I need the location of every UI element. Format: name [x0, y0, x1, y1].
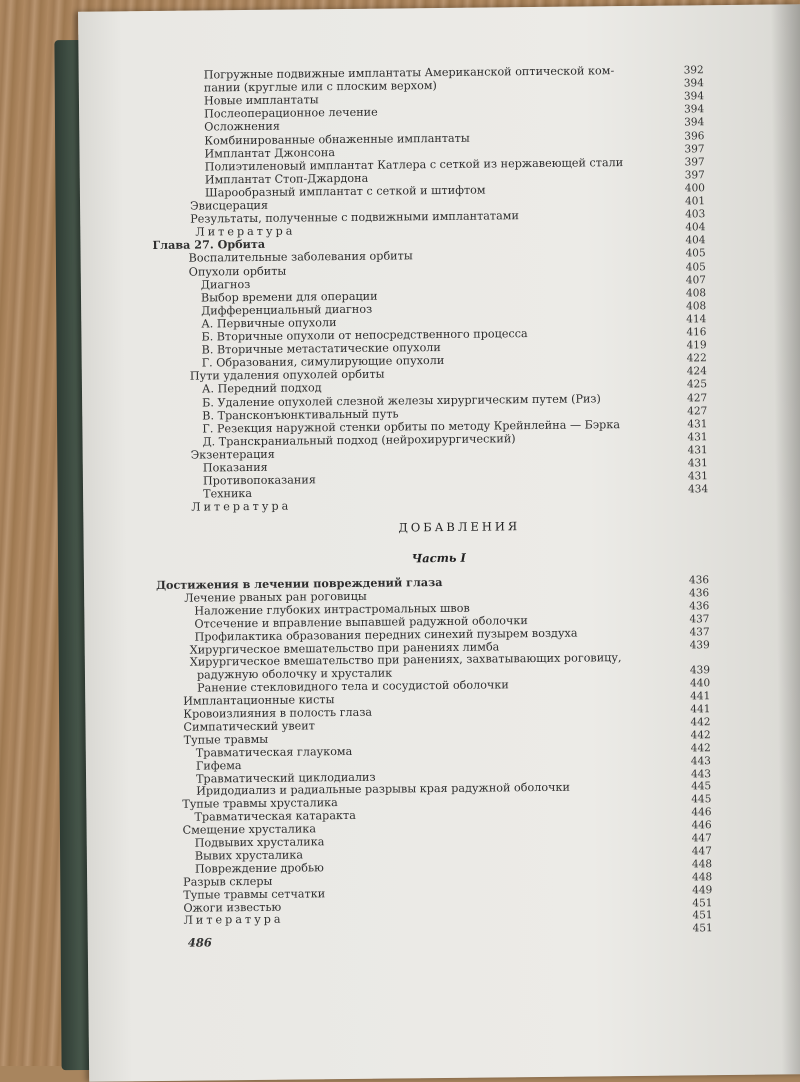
- toc-entry-title: Г. Образования, симулирующие опухоли: [201, 354, 445, 370]
- toc-entry-page: 442: [690, 741, 711, 755]
- toc-entry-page: 447: [691, 845, 712, 858]
- toc-entry-page: 405: [685, 260, 706, 273]
- toc-entry-page: 437: [689, 612, 710, 626]
- toc-entry-title: Имплантационные кисты: [183, 693, 335, 708]
- toc-entry-page: 414: [686, 313, 707, 326]
- toc-entry-page: 422: [686, 352, 707, 365]
- toc-entry-page: 448: [691, 857, 713, 871]
- toc-entry-page: 431: [687, 457, 708, 470]
- toc-entry-title: Ранение стекловидного тела и сосудистой оболочки: [197, 678, 509, 695]
- toc-entry-title: Наложение глубоких интрастромальных швов: [194, 601, 470, 618]
- toc-entry: [183, 900, 281, 914]
- toc-entry-page: 442: [690, 728, 711, 742]
- toc-entry-title: В. Вторичные метастатические опухоли: [201, 341, 441, 357]
- toc-entry-page: 434: [687, 483, 709, 496]
- toc-entry-page: 436: [689, 587, 710, 600]
- toc-entry-title: Тупые травмы: [183, 732, 269, 747]
- toc-entry-title: Травматическая катаракта: [194, 809, 356, 824]
- toc-entry-page: 441: [690, 703, 711, 716]
- toc-entry-title: Диагноз: [200, 277, 251, 292]
- toc-entry-title: Техника: [203, 487, 253, 501]
- toc-entry-page: 408: [685, 286, 707, 300]
- book-page: [78, 4, 800, 1082]
- page-number: 486: [187, 935, 212, 950]
- toc-entry-title: Погружные подвижные имплантаты Американской оптической ком-: [203, 64, 615, 82]
- toc-entry: [183, 913, 283, 927]
- toc-entry-title: Полиэтиленовый имплантат Катлера с сеткой из нержавеющей стали: [204, 155, 624, 174]
- toc-entry-page: 407: [685, 273, 706, 287]
- toc-entry-title: Тупые травмы хрусталика: [182, 796, 338, 812]
- toc-entry-page: 446: [691, 806, 712, 819]
- toc-entry-title: Травматическая глаукома: [195, 744, 353, 760]
- toc-entry-page: 397: [684, 169, 705, 182]
- toc-entry-title: Воспалительные заболевания орбиты: [188, 249, 413, 266]
- toc-entry-title: Тупые травмы сетчатки: [183, 886, 326, 902]
- toc-entry-page: 431: [687, 431, 708, 444]
- toc-entry-title: Шарообразный имплантат с сеткой и штифтом: [204, 183, 486, 200]
- toc-entry-title: Выбор времени для операции: [200, 289, 378, 305]
- toc-entry-page: 394: [684, 116, 705, 129]
- toc-entry-title: Осложнения: [204, 120, 280, 134]
- toc-entry-title: Вывих хрусталика: [194, 848, 304, 863]
- toc-entry: [195, 835, 325, 849]
- toc-entry-page: 447: [691, 832, 712, 845]
- toc-entry-page: 394: [683, 90, 705, 103]
- toc-entry: [184, 733, 269, 747]
- toc-entry-page: 427: [687, 404, 708, 418]
- toc-entry-title: Г. Резекция наружной стенки орбиты по методу Крейнлейна — Бэрка: [202, 417, 621, 436]
- toc-entry-title: Б. Вторичные опухоли от непосредственного процесса: [201, 327, 528, 344]
- toc-entry-title: Повреждение дробью: [194, 861, 324, 876]
- toc-entry-page: 431: [687, 417, 708, 431]
- toc-entry-page: 451: [692, 896, 713, 909]
- toc-section-bottom: [78, 4, 800, 1082]
- toc-entry-page: 442: [690, 716, 711, 729]
- toc-entry-page: 440: [690, 677, 711, 690]
- toc-entry: [194, 809, 356, 824]
- toc-entry-title: Имплантат Джонсона: [204, 145, 336, 161]
- toc-entry: [197, 678, 509, 694]
- toc-entry-title: Литература: [195, 224, 296, 239]
- toc-entry-page: 441: [690, 690, 711, 703]
- toc-entry-page: 436: [689, 599, 710, 613]
- toc-entry-title: Новые имплантаты: [203, 93, 319, 108]
- toc-entry-page: 408: [686, 300, 707, 313]
- toc-entry-title: Глава 27. Орбита: [152, 237, 266, 253]
- toc-entry-title: Экзентерация: [190, 447, 275, 462]
- toc-entry-title: Комбинированные обнаженные имплантаты: [204, 131, 470, 147]
- toc-entry-page: 439: [689, 638, 710, 651]
- toc-entry-page: 449: [692, 883, 713, 896]
- toc-entry-title: Литература: [183, 913, 284, 928]
- toc-entry-page: 396: [684, 129, 705, 142]
- toc-entry: [196, 781, 570, 798]
- toc-entry-page: 403: [685, 208, 706, 221]
- toc-entry-title: Ожоги известью: [183, 900, 282, 915]
- toc-entry-title: Смещение хрусталика: [182, 822, 317, 837]
- toc-entry: [183, 887, 325, 901]
- toc-entry-title: Результаты, полученные с подвижными имплантатами: [190, 209, 519, 226]
- toc-entry-page: 397: [684, 142, 705, 156]
- toc-entry-title: Литература: [191, 499, 292, 514]
- toc-entry-title: Симпатический увеит: [183, 719, 315, 734]
- toc-entry-page: 404: [685, 234, 706, 247]
- toc-entry-title: Отсечение и вправление выпавшей радужной оболочки: [194, 613, 528, 631]
- toc-entry-title: Иридодиализ и радиальные разрывы края радужной оболочки: [196, 781, 570, 798]
- toc-entry-title: Лечение рваных ран роговицы: [184, 589, 367, 605]
- toc-entry-title: Достижения в лечении повреждений глаза: [155, 574, 443, 592]
- toc-entry-title: Хирургическое вмешательство при ранениях, захватывающих роговицу,: [189, 651, 622, 670]
- toc-entry-title: В. Трансконъюнктивальный путь: [202, 407, 399, 423]
- toc-entry-title: пании (круглые или с плоским верхом): [203, 79, 437, 95]
- toc-entry-title: Кровоизлияния в полость глаза: [183, 705, 373, 721]
- toc-entry-title: радужную оболочку и хрусталик: [196, 666, 393, 682]
- toc-entry-title: А. Передний подход: [201, 381, 322, 396]
- toc-entry: [196, 745, 353, 760]
- toc-entry-page: 419: [686, 339, 707, 352]
- toc-entry-title: Опухоли орбиты: [188, 264, 287, 279]
- toc-entry-page: 431: [687, 444, 708, 457]
- toc-entry: [183, 706, 372, 721]
- toc-entry-page: 436: [688, 574, 710, 587]
- toc-entry-title: Б. Удаление опухолей слезной железы хирургическим путем (Риз): [202, 391, 601, 410]
- toc-entry-page: 397: [684, 155, 705, 169]
- toc-entry-page: 394: [683, 77, 704, 90]
- toc-entry-page: 424: [686, 365, 707, 378]
- toc-entry-page: 445: [691, 780, 712, 793]
- toc-entry: [183, 874, 272, 888]
- toc-entry-title: Имплантат Стоп-Джардона: [204, 171, 369, 187]
- toc-entry-page: 451: [692, 922, 713, 935]
- toc-entry-page: 400: [684, 182, 706, 195]
- toc-entry-title: Профилактика образования передних синехий пузырем воздуха: [194, 626, 578, 644]
- toc-entry-page: 445: [691, 793, 712, 806]
- toc-entry-page: 431: [687, 470, 709, 483]
- toc-entry-title: Хирургическое вмешательство при ранениях лимба: [189, 639, 500, 657]
- toc-entry: [195, 861, 324, 875]
- toc-entry-page: 416: [686, 326, 707, 339]
- appendix-heading: ДОБАВЛЕНИЯ: [398, 519, 521, 535]
- toc-entry-title: Травматический циклодиализ: [195, 770, 376, 786]
- toc-entry-title: Дифференциальный диагноз: [201, 302, 373, 318]
- toc-entry-title: Противопоказания: [202, 473, 316, 488]
- toc-entry-page: 392: [683, 64, 704, 77]
- toc-entry-title: Разрыв склеры: [183, 874, 273, 889]
- toc-entry-page: 427: [687, 391, 708, 404]
- toc-entry-title: Послеоперационное лечение: [204, 105, 378, 121]
- toc-entry-page: 405: [685, 247, 706, 260]
- toc-entry-page: 425: [686, 378, 708, 391]
- toc-entry-title: Пути удаления опухолей орбиты: [189, 367, 385, 383]
- toc-entry-title: А. Первичные опухоли: [201, 315, 337, 331]
- toc-entry-page: 437: [689, 625, 710, 639]
- toc-entry-page: 451: [692, 909, 713, 922]
- toc-entry-page: 443: [690, 754, 712, 767]
- toc-entry-page: 439: [689, 664, 711, 677]
- toc-entry: [183, 719, 315, 733]
- toc-entry-page: 448: [692, 870, 713, 884]
- part-heading: Часть I: [411, 550, 466, 566]
- toc-entry-title: Эвисцерация: [189, 198, 269, 213]
- toc-entry-title: Показания: [202, 460, 268, 475]
- toc-entry-page: 401: [684, 195, 706, 208]
- toc-entry-page: 404: [685, 221, 706, 234]
- toc-entry-title: Гифема: [195, 758, 242, 773]
- toc-entry: [196, 759, 242, 772]
- toc-entry-page: 394: [684, 103, 705, 116]
- toc-entry: [195, 848, 303, 862]
- toc-entry-title: Д. Транскраниальный подход (нейрохирургический): [202, 432, 516, 449]
- toc-entry-page: 446: [691, 819, 712, 832]
- toc-entry-page: 443: [690, 767, 712, 780]
- toc-entry-title: Подвывих хрусталика: [194, 835, 325, 850]
